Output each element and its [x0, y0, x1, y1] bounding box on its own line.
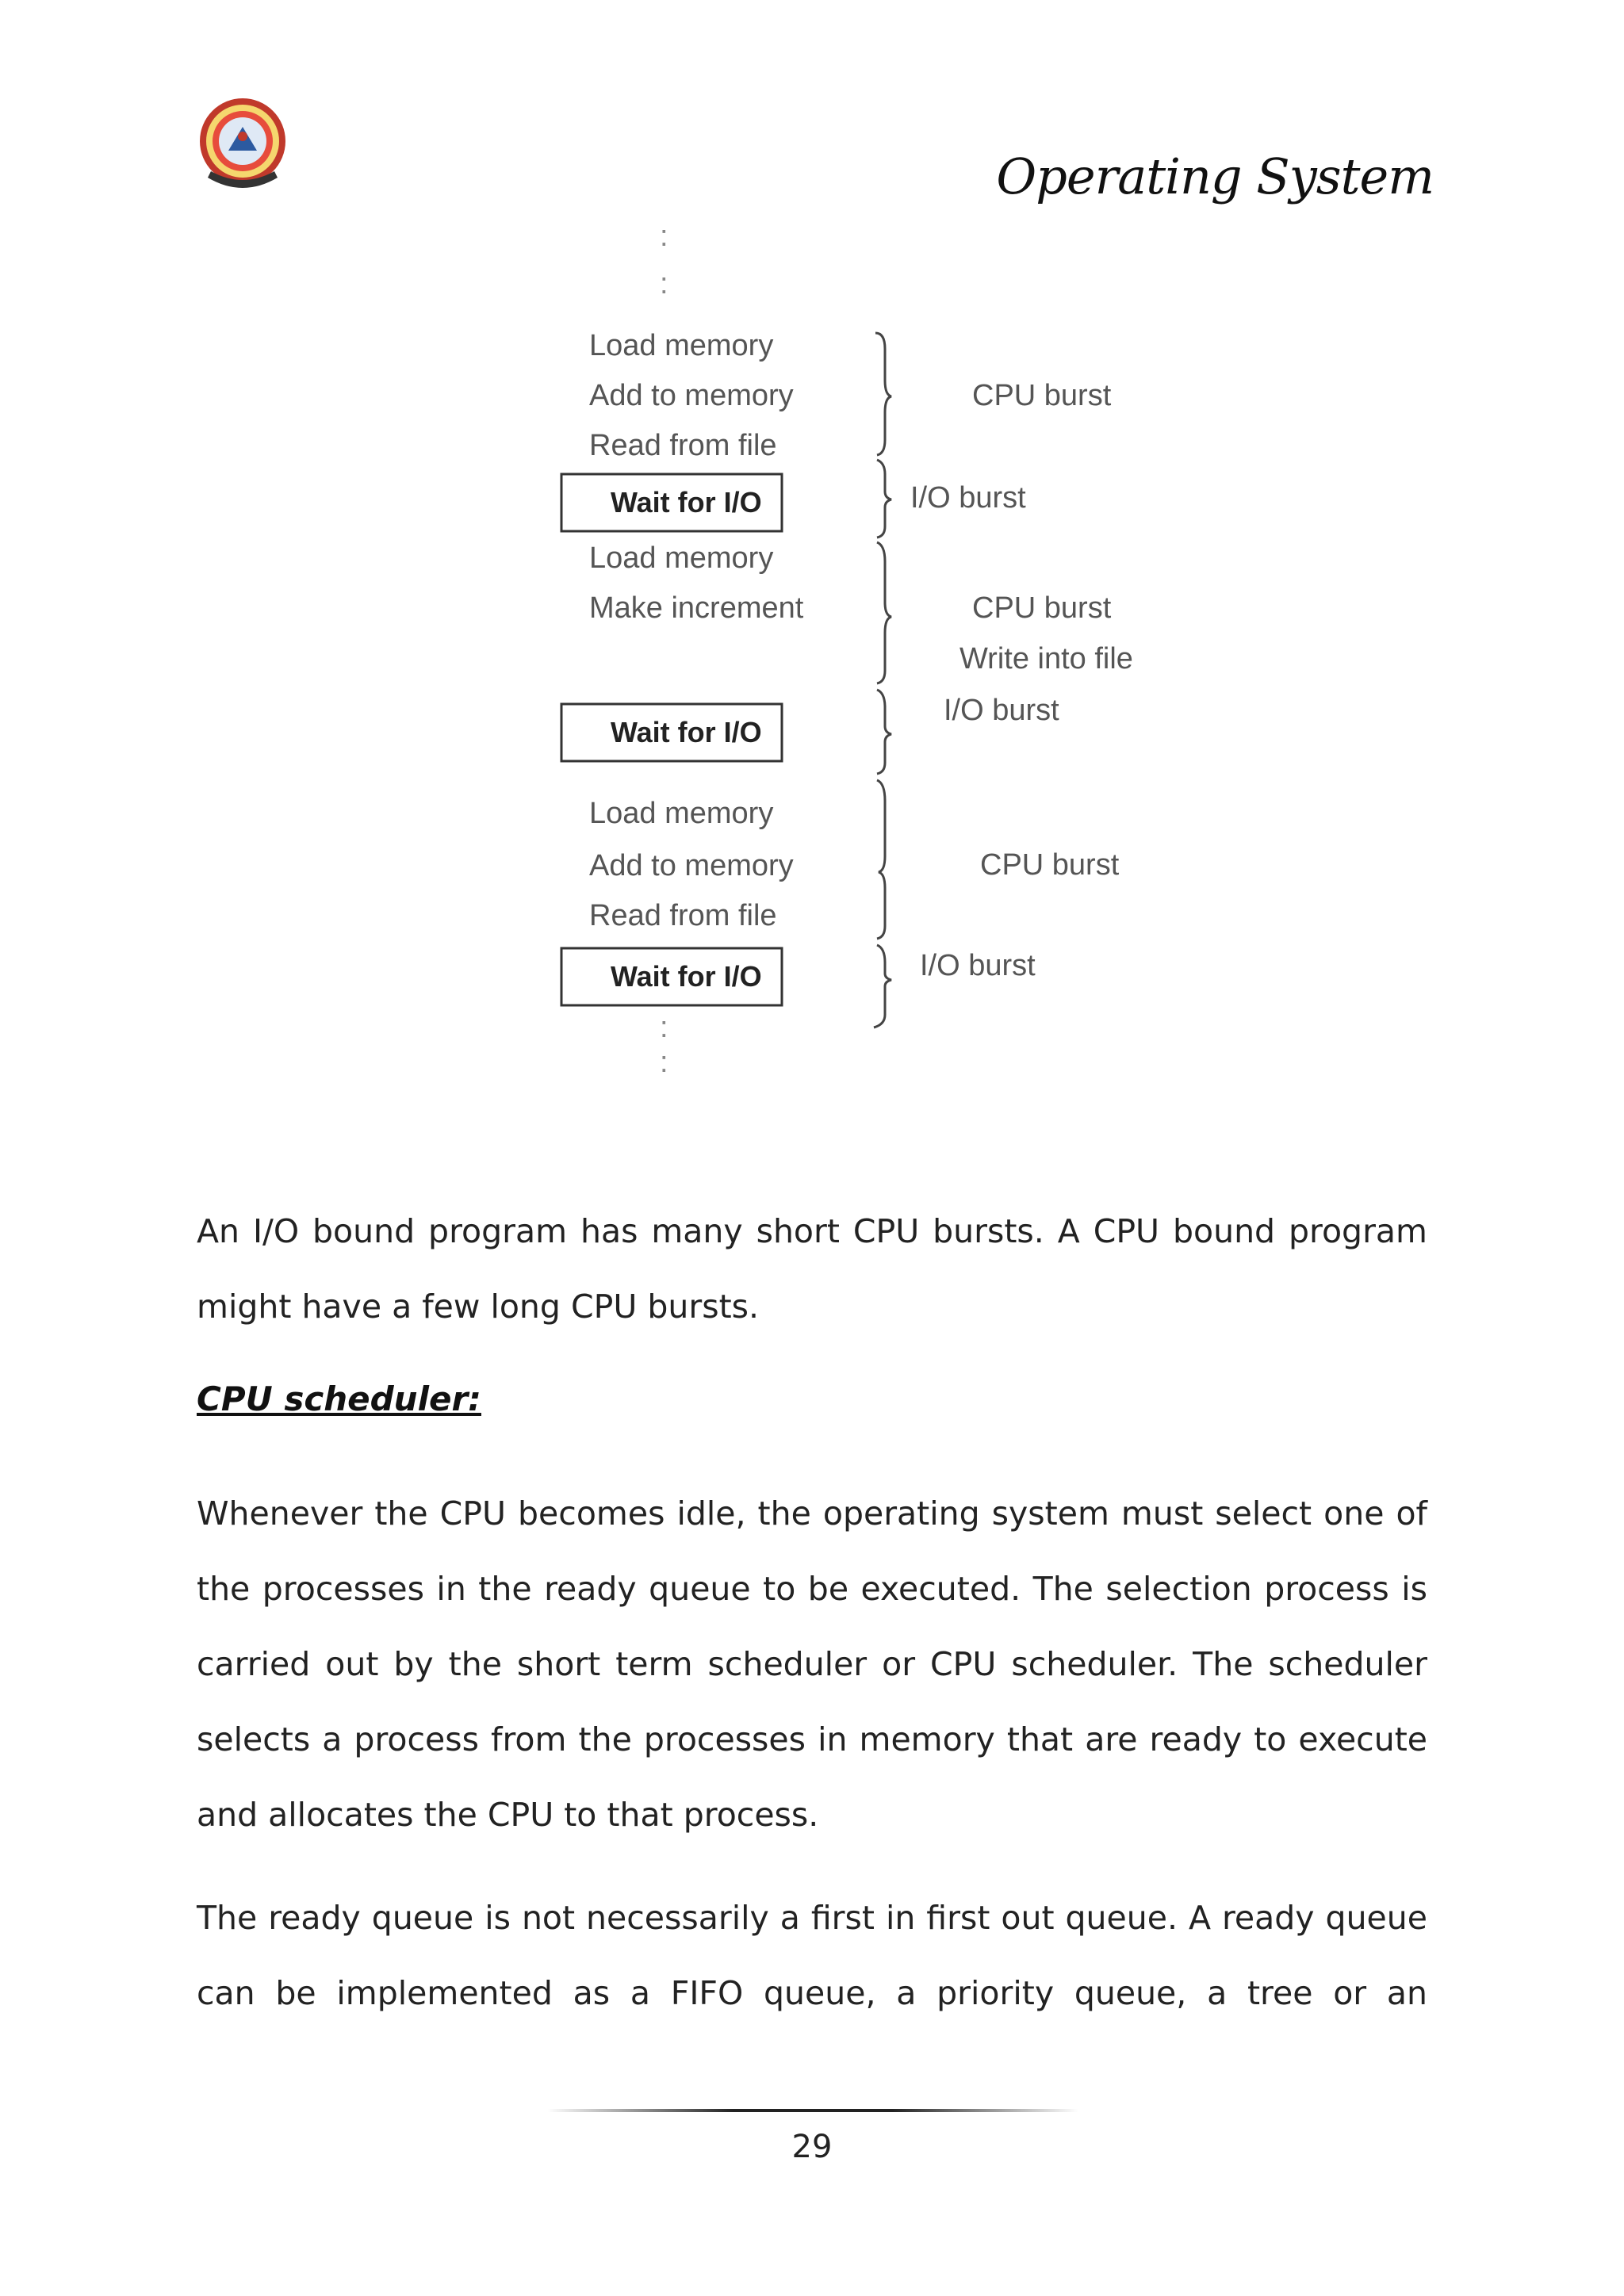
ellipsis-bottom-1: : [660, 1011, 668, 1044]
step-read-from-file-2: Read from file [589, 899, 777, 932]
institution-seal-icon [197, 95, 289, 198]
page-number: 29 [791, 2129, 833, 2165]
brace-io-burst-1 [877, 460, 891, 538]
step-wait-for-io-2: Wait for I/O [611, 716, 762, 748]
brace-io-burst-3 [874, 945, 891, 1027]
step-wait-for-io-3: Wait for I/O [611, 960, 762, 993]
section-heading-cpu-scheduler: CPU scheduler: [197, 1380, 481, 1418]
paragraph-ready-queue: The ready queue is not necessarily a first in first out queue. A ready queue can be implemented as a FIFO queue, a priority queue, a tree or an [197, 1899, 1427, 2012]
label-io-burst-2: I/O burst [944, 694, 1059, 727]
ellipsis-top-1: : [660, 222, 668, 253]
label-cpu-burst-1: CPU burst [972, 379, 1112, 412]
step-add-to-memory-1: Add to memory [589, 379, 794, 412]
step-add-to-memory-2: Add to memory [589, 849, 794, 882]
header-title: Operating System [996, 147, 1434, 205]
burst-cycle-diagram [0, 222, 1624, 1094]
ellipsis-top-2: : [660, 267, 668, 300]
brace-group [874, 333, 891, 1027]
label-write-into-file: Write into file [959, 642, 1133, 675]
footer-divider [547, 2109, 1078, 2112]
step-load-memory-1: Load memory [589, 329, 774, 362]
label-cpu-burst-2: CPU burst [972, 591, 1112, 625]
step-read-from-file-1: Read from file [589, 429, 777, 462]
label-cpu-burst-3: CPU burst [980, 848, 1120, 882]
paragraph-cpu-scheduler: Whenever the CPU becomes idle, the operating system must select one of the processes in the ready queue to be executed. The selection process is carried out by the short term scheduler or CPU scheduler. The scheduler selects a process from the processes in memory that are ready to execute and allocates the CPU to that process. [197, 1494, 1427, 1834]
step-wait-for-io-1: Wait for I/O [611, 486, 762, 519]
brace-cpu-burst-1 [875, 333, 891, 455]
ellipsis-bottom-2: : [660, 1046, 668, 1079]
step-load-memory-3: Load memory [589, 797, 774, 830]
paragraph-io-bound: An I/O bound program has many short CPU bursts. A CPU bound program might have a few long CPU bursts. [197, 1212, 1427, 1326]
label-io-burst-3: I/O burst [920, 949, 1036, 982]
step-load-memory-2: Load memory [589, 541, 774, 575]
step-make-increment: Make increment [589, 591, 804, 625]
brace-cpu-burst-2 [877, 542, 891, 683]
brace-io-burst-2 [877, 690, 891, 774]
brace-cpu-burst-3 [877, 780, 885, 939]
label-io-burst-1: I/O burst [910, 481, 1026, 515]
